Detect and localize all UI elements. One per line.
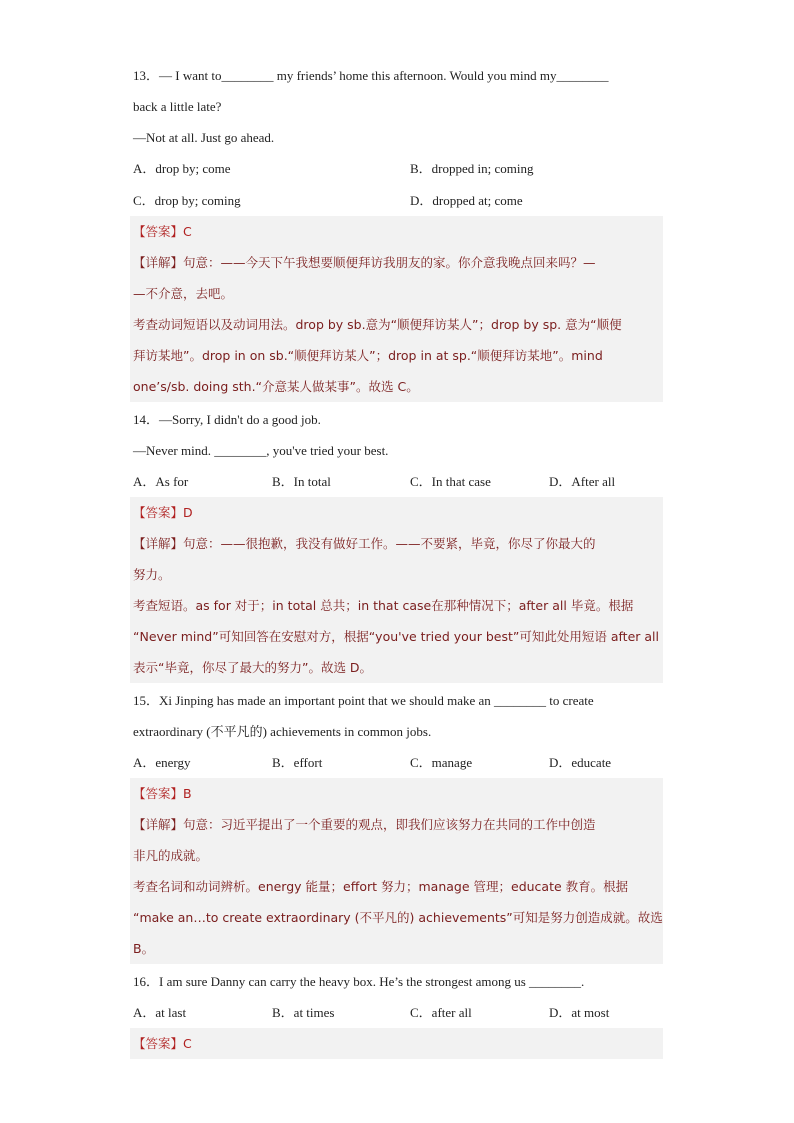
question-14-option-c: C．In that case — [410, 474, 491, 489]
question-14-option-a: A．As for — [133, 474, 189, 489]
question-13-option-b: B．dropped in; coming — [410, 161, 534, 176]
question-15-stem-line-1: 15．Xi Jinping has made an important point that we should make an ________ to create — [133, 693, 594, 708]
question-13-option-d: D．dropped at; come — [410, 193, 523, 208]
question-13-detail-line: 【详解】句意：——今天下午我想要顺便拜访我朋友的家。你介意我晚点回来吗？— — [133, 255, 596, 270]
question-15-detail-line: 【详解】句意：习近平提出了一个重要的观点，即我们应该努力在共同的工作中创造 — [133, 817, 596, 832]
question-15-detail-line: 考查名词和动词辨析。energy 能量；effort 努力；manage 管理；educate 教育。根据 — [133, 879, 629, 894]
question-16-option-b: B．at times — [272, 1005, 335, 1020]
question-14-option-b: B．In total — [272, 474, 331, 489]
question-14-detail-line: “Never mind”可知回答在安慰对方，根据“you've tried your best”可知此处用短语 after all — [133, 629, 659, 644]
question-14-detail-line: 努力。 — [133, 567, 171, 582]
question-16-option-c: C．after all — [410, 1005, 472, 1020]
question-16-answer: 【答案】C — [133, 1036, 192, 1051]
question-16-answer-block — [130, 1028, 663, 1059]
question-13-detail-line: —不介意，去吧。 — [133, 286, 234, 301]
question-13-stem-line-2: back a little late? — [133, 99, 222, 114]
question-15-answer-block — [130, 778, 663, 964]
question-13-detail-line: one’s/sb. doing sth.“介意某人做某事”。故选 C。 — [133, 379, 419, 394]
question-15-answer: 【答案】B — [133, 786, 192, 801]
question-16-option-d: D．at most — [549, 1005, 610, 1020]
question-13-stem-line-1: 13．— I want to________ my friends’ home this afternoon. Would you mind my________ — [133, 68, 609, 83]
question-15-detail-line: 非凡的成就。 — [133, 848, 209, 863]
question-13-answer-block — [130, 216, 663, 402]
question-14-stem-line-1: 14．—Sorry, I didn't do a good job. — [133, 412, 321, 427]
question-15-option-b: B．effort — [272, 755, 323, 770]
question-15-stem-line-2: extraordinary (不平凡的) achievements in common jobs. — [133, 724, 432, 739]
question-15-option-a: A．energy — [133, 755, 191, 770]
question-14-detail-line: 表示“毕竟，你尽了最大的努力”。故选 D。 — [133, 660, 373, 675]
question-16-option-a: A．at last — [133, 1005, 187, 1020]
question-13-stem-line-3: —Not at all. Just go ahead. — [133, 130, 275, 145]
question-14-stem-line-2: —Never mind. ________, you've tried your best. — [133, 443, 389, 458]
question-14-detail-line: 【详解】句意：——很抱歉，我没有做好工作。——不要紧，毕竟，你尽了你最大的 — [133, 536, 596, 551]
question-13-detail-line: 考查动词短语以及动词用法。drop by sb.意为“顺便拜访某人”；drop by sp. 意为“顺便 — [133, 317, 622, 332]
question-13-detail-line: 拜访某地”。drop in on sb.“顺便拜访某人”；drop in at sp.“顺便拜访某地”。mind — [133, 348, 603, 363]
question-15-detail-line: “make an…to create extraordinary (不平凡的) achievements”可知是努力创造成就。故选 — [133, 910, 663, 925]
question-14-answer-block — [130, 497, 663, 683]
question-14-detail-line: 考查短语。as for 对于；in total 总共；in that case在那种情况下；after all 毕竟。根据 — [133, 598, 634, 613]
question-14-option-d: D．After all — [549, 474, 616, 489]
question-15-option-d: D．educate — [549, 755, 612, 770]
question-14-answer: 【答案】D — [133, 505, 193, 520]
question-13-option-c: C．drop by; coming — [133, 193, 241, 208]
question-16-stem-line-1: 16．I am sure Danny can carry the heavy box. He’s the strongest among us ________. — [133, 974, 585, 989]
question-15-option-c: C．manage — [410, 755, 473, 770]
question-13-answer: 【答案】C — [133, 224, 192, 239]
question-15-detail-line: B。 — [133, 941, 155, 956]
question-13-option-a: A．drop by; come — [133, 161, 231, 176]
